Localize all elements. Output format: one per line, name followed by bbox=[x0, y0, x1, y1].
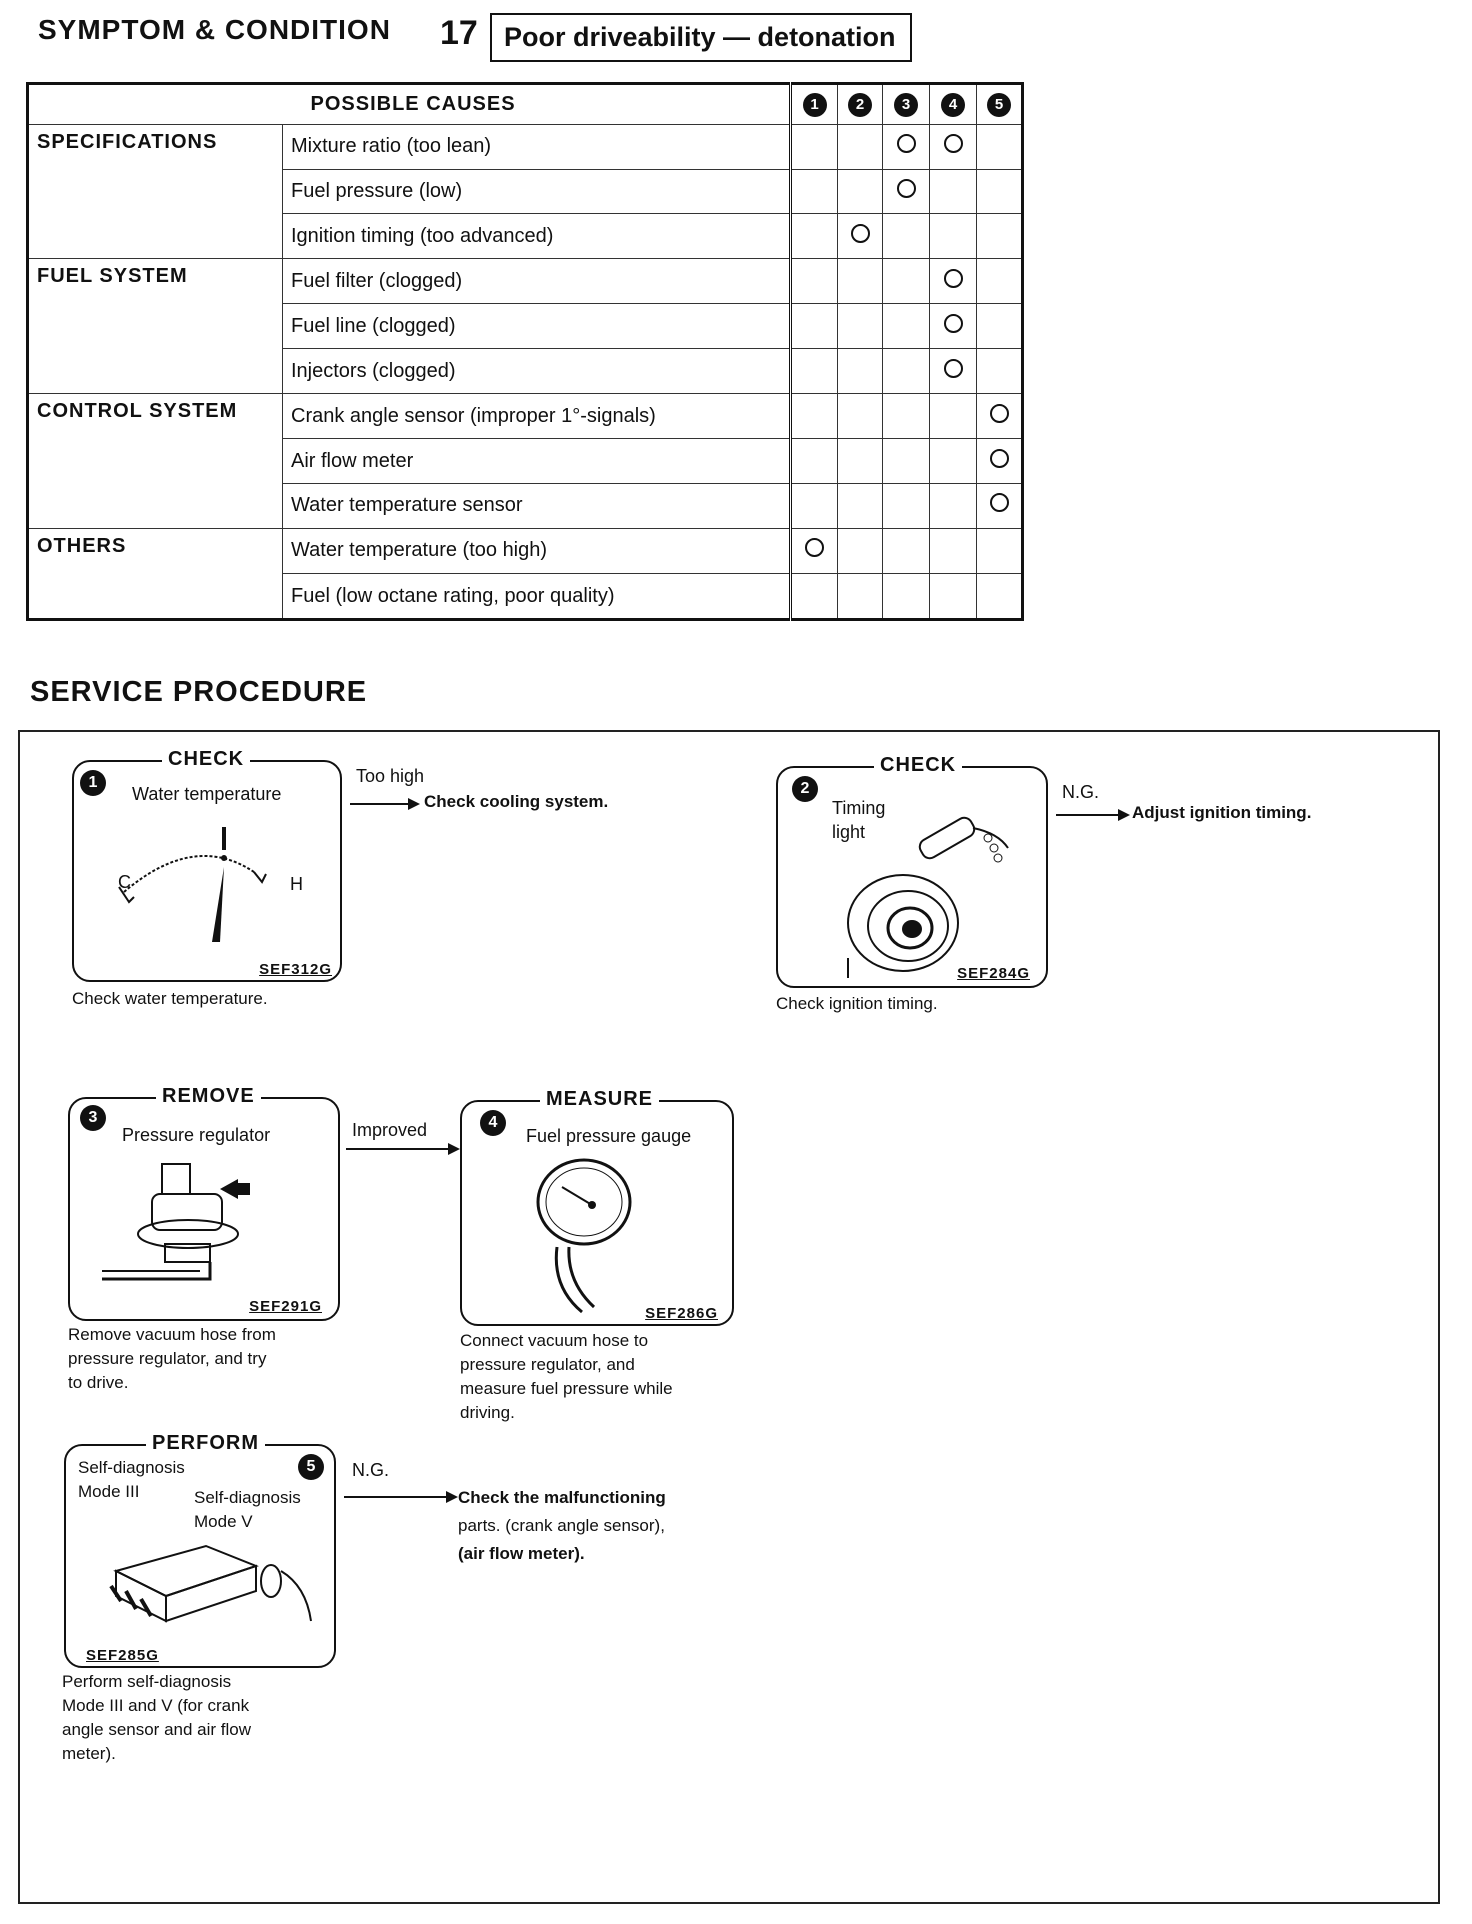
table-row bbox=[28, 259, 1023, 304]
applies-mark bbox=[805, 538, 824, 557]
step-2-number: 2 bbox=[792, 776, 818, 802]
arrow-icon bbox=[350, 803, 418, 805]
step-header-3: 3 bbox=[883, 84, 930, 125]
fuel-pressure-gauge-icon bbox=[522, 1157, 672, 1317]
step-5-number: 5 bbox=[298, 1454, 324, 1480]
control-unit-icon bbox=[106, 1541, 326, 1641]
step-3-label: Pressure regulator bbox=[122, 1125, 271, 1145]
step-5-label-mode-iii: Self-diagnosis bbox=[78, 1458, 185, 1477]
step-4-number: 4 bbox=[480, 1110, 506, 1136]
step-3-number: 3 bbox=[80, 1105, 106, 1131]
cause-cell: Crank angle sensor (improper 1°-signals) bbox=[283, 394, 791, 439]
applies-mark bbox=[944, 359, 963, 378]
step-5-panel: PERFORM 5 Self-diagnosis Mode III Self-diagnosis Mode V SEF285G bbox=[64, 1444, 336, 1668]
timing-light-icon bbox=[808, 808, 1028, 968]
service-procedure-title: SERVICE PROCEDURE bbox=[30, 676, 368, 708]
applies-mark bbox=[990, 449, 1009, 468]
step-header-2: 2 bbox=[838, 84, 883, 125]
step-2-next: Adjust ignition timing. bbox=[1132, 803, 1312, 822]
causes-header: POSSIBLE CAUSES bbox=[283, 84, 791, 125]
applies-mark bbox=[944, 134, 963, 153]
figure-code: SEF312G bbox=[259, 961, 332, 978]
table-row bbox=[28, 483, 1023, 528]
table-row bbox=[28, 349, 1023, 394]
applies-mark bbox=[851, 224, 870, 243]
condition-title: Poor driveability — detonation bbox=[490, 13, 912, 62]
applies-mark bbox=[990, 493, 1009, 512]
step-header-1: 1 bbox=[791, 84, 838, 125]
applies-mark bbox=[990, 404, 1009, 423]
figure-code: SEF291G bbox=[249, 1298, 322, 1315]
arrow-icon bbox=[1056, 814, 1128, 816]
cause-cell: Air flow meter bbox=[283, 439, 791, 484]
step-3-caption: Remove vacuum hose from pressure regulator, and try to drive. bbox=[68, 1325, 276, 1392]
step-1-result: Too high bbox=[356, 766, 425, 786]
applies-mark bbox=[897, 179, 916, 198]
figure-code: SEF284G bbox=[957, 965, 1030, 982]
table-row bbox=[28, 394, 1023, 439]
cause-cell: Ignition timing (too advanced) bbox=[283, 214, 791, 259]
step-5-caption: Perform self-diagnosis Mode III and V (for crank angle sensor and air flow meter). bbox=[62, 1672, 252, 1763]
step-3-panel bbox=[68, 1085, 340, 1321]
step-2-action: CHECK bbox=[874, 754, 962, 777]
gauge-cold-label: C bbox=[118, 872, 131, 892]
table-row bbox=[28, 124, 1023, 169]
step-4-panel bbox=[460, 1088, 734, 1326]
cause-cell: Water temperature (too high) bbox=[283, 528, 791, 573]
step-3-result: Improved bbox=[352, 1120, 428, 1140]
arrow-icon bbox=[344, 1496, 456, 1498]
step-1-number: 1 bbox=[80, 770, 106, 796]
step-5-next: Check the malfunctioning parts. (crank angle sensor), (air flow meter). bbox=[458, 1488, 666, 1563]
applies-mark bbox=[944, 269, 963, 288]
table-row bbox=[28, 439, 1023, 484]
step-2-result: N.G. bbox=[1062, 782, 1100, 802]
step-3-action: REMOVE bbox=[156, 1085, 261, 1108]
step-4-action: MEASURE bbox=[540, 1088, 659, 1111]
possible-causes-table bbox=[26, 82, 1024, 621]
figure-code: SEF286G bbox=[645, 1305, 718, 1322]
step-1-next: Check cooling system. bbox=[424, 792, 609, 811]
gauge-hot-label: H bbox=[290, 874, 303, 894]
cause-cell: Mixture ratio (too lean) bbox=[283, 124, 791, 169]
table-row bbox=[28, 574, 1023, 620]
category-specifications: SPECIFICATIONS bbox=[28, 124, 283, 169]
step-header-4: 4 bbox=[930, 84, 977, 125]
step-1-label: Water temperature bbox=[132, 784, 282, 804]
step-1-action: CHECK bbox=[162, 748, 250, 771]
step-2-panel: CHECK 2 Timing light SEF284G bbox=[776, 766, 1048, 988]
step-header-5: 5 bbox=[977, 84, 1023, 125]
table-row bbox=[28, 304, 1023, 349]
figure-code: SEF285G bbox=[86, 1647, 159, 1664]
step-1-caption: Check water temperature. bbox=[72, 989, 268, 1008]
step-5-action: PERFORM bbox=[146, 1432, 265, 1455]
pressure-regulator-icon bbox=[100, 1159, 320, 1289]
table-header-row bbox=[28, 84, 1023, 125]
category-others: OTHERS bbox=[28, 528, 283, 573]
applies-mark bbox=[944, 314, 963, 333]
applies-mark bbox=[897, 134, 916, 153]
temperature-gauge-icon bbox=[104, 822, 304, 942]
cause-cell: Water temperature sensor bbox=[283, 483, 791, 528]
category-control-system: CONTROL SYSTEM bbox=[28, 394, 283, 439]
table-row bbox=[28, 169, 1023, 214]
cause-cell: Fuel line (clogged) bbox=[283, 304, 791, 349]
table-row bbox=[28, 214, 1023, 259]
condition-number: 17 bbox=[440, 14, 478, 52]
step-5-result: N.G. bbox=[352, 1460, 390, 1480]
table-row bbox=[28, 528, 1023, 573]
arrow-icon bbox=[346, 1148, 458, 1150]
category-fuel-system: FUEL SYSTEM bbox=[28, 259, 283, 304]
page-title: SYMPTOM & CONDITION bbox=[38, 14, 391, 45]
cause-cell: Injectors (clogged) bbox=[283, 349, 791, 394]
cause-cell: Fuel pressure (low) bbox=[283, 169, 791, 214]
step-1-panel bbox=[72, 748, 342, 982]
step-4-caption: Connect vacuum hose to pressure regulator, and measure fuel pressure while driving. bbox=[460, 1331, 673, 1422]
step-2-label: Timing bbox=[832, 798, 886, 818]
step-4-label: Fuel pressure gauge bbox=[526, 1126, 692, 1146]
cause-cell: Fuel filter (clogged) bbox=[283, 259, 791, 304]
step-2-caption: Check ignition timing. bbox=[776, 994, 938, 1013]
cause-cell: Fuel (low octane rating, poor quality) bbox=[283, 574, 791, 620]
step-5-label-mode-v: Self-diagnosis bbox=[194, 1488, 301, 1507]
